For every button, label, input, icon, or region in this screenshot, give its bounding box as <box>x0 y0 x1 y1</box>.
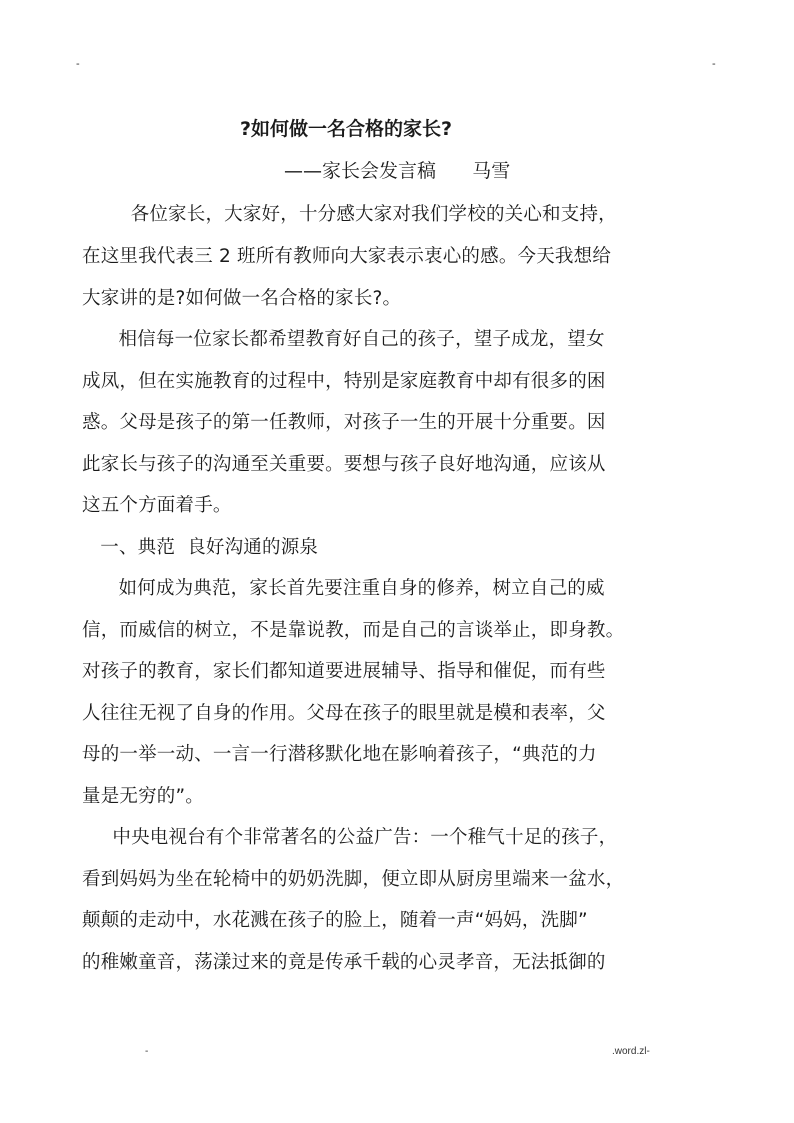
body-line: 大家讲的是?如何做一名合格的家长?。 <box>82 288 402 309</box>
body-line: 人往往无视了自身的作用。父母在孩子的眼里就是模和表率，父 <box>82 703 606 724</box>
body-line: 惑。父母是孩子的第一任教师，对孩子一生的开展十分重要。因 <box>82 412 606 433</box>
body-line: 看到妈妈为坐在轮椅中的奶奶洗脚，便立即从厨房里端来一盆水， <box>82 869 625 890</box>
body-line: 在这里我代表三 2 班所有教师向大家表示衷心的感。今天我想给 <box>82 246 612 267</box>
footer-right-mark: .word.zl- <box>612 1046 650 1057</box>
body-line: 颠颠的走动中，水花溅在孩子的脸上，随着一声“妈妈，洗脚” <box>82 910 588 931</box>
body-line: 这五个方面着手。 <box>82 495 232 516</box>
body-line: 如何成为典范，家长首先要注重自身的修养，树立自己的威 <box>82 578 605 599</box>
section-heading: 一、典范 良好沟通的源泉 <box>82 537 319 558</box>
footer-left-mark: - <box>145 1046 149 1057</box>
body-line: 成凤，但在实施教育的过程中，特别是家庭教育中却有很多的困 <box>82 371 606 392</box>
body-line: 中央电视台有个非常著名的公益广告：一个稚气十足的孩子， <box>82 827 618 848</box>
body-line: 的稚嫩童音，荡漾过来的竟是传承千载的心灵孝音，无法抵御的 <box>82 952 606 973</box>
body-line: 量是无穷的”。 <box>82 786 204 807</box>
body-line: 此家长与孩子的沟通至关重要。要想与孩子良好地沟通，应该从 <box>82 454 606 475</box>
document-subtitle: ——家长会发言稿 马雪 <box>284 160 511 182</box>
body-line: 信，而威信的树立，不是靠说教，而是自己的言谈举止，即身教。 <box>82 620 625 641</box>
body-line: 对孩子的教育，家长们都知道要进展辅导、指导和催促，而有些 <box>82 661 606 682</box>
body-line: 相信每一位家长都希望教育好自己的孩子，望子成龙，望女 <box>82 329 605 350</box>
body-line: 各位家长，大家好，十分感大家对我们学校的关心和支持， <box>82 204 617 225</box>
header-left-mark: - <box>76 58 80 70</box>
body-line: 母的一举一动、一言一行潜移默化地在影响着孩子，“典范的力 <box>82 744 597 765</box>
document-title: ?如何做一名合格的家长? <box>240 118 453 140</box>
header-right-mark: - <box>712 58 716 70</box>
